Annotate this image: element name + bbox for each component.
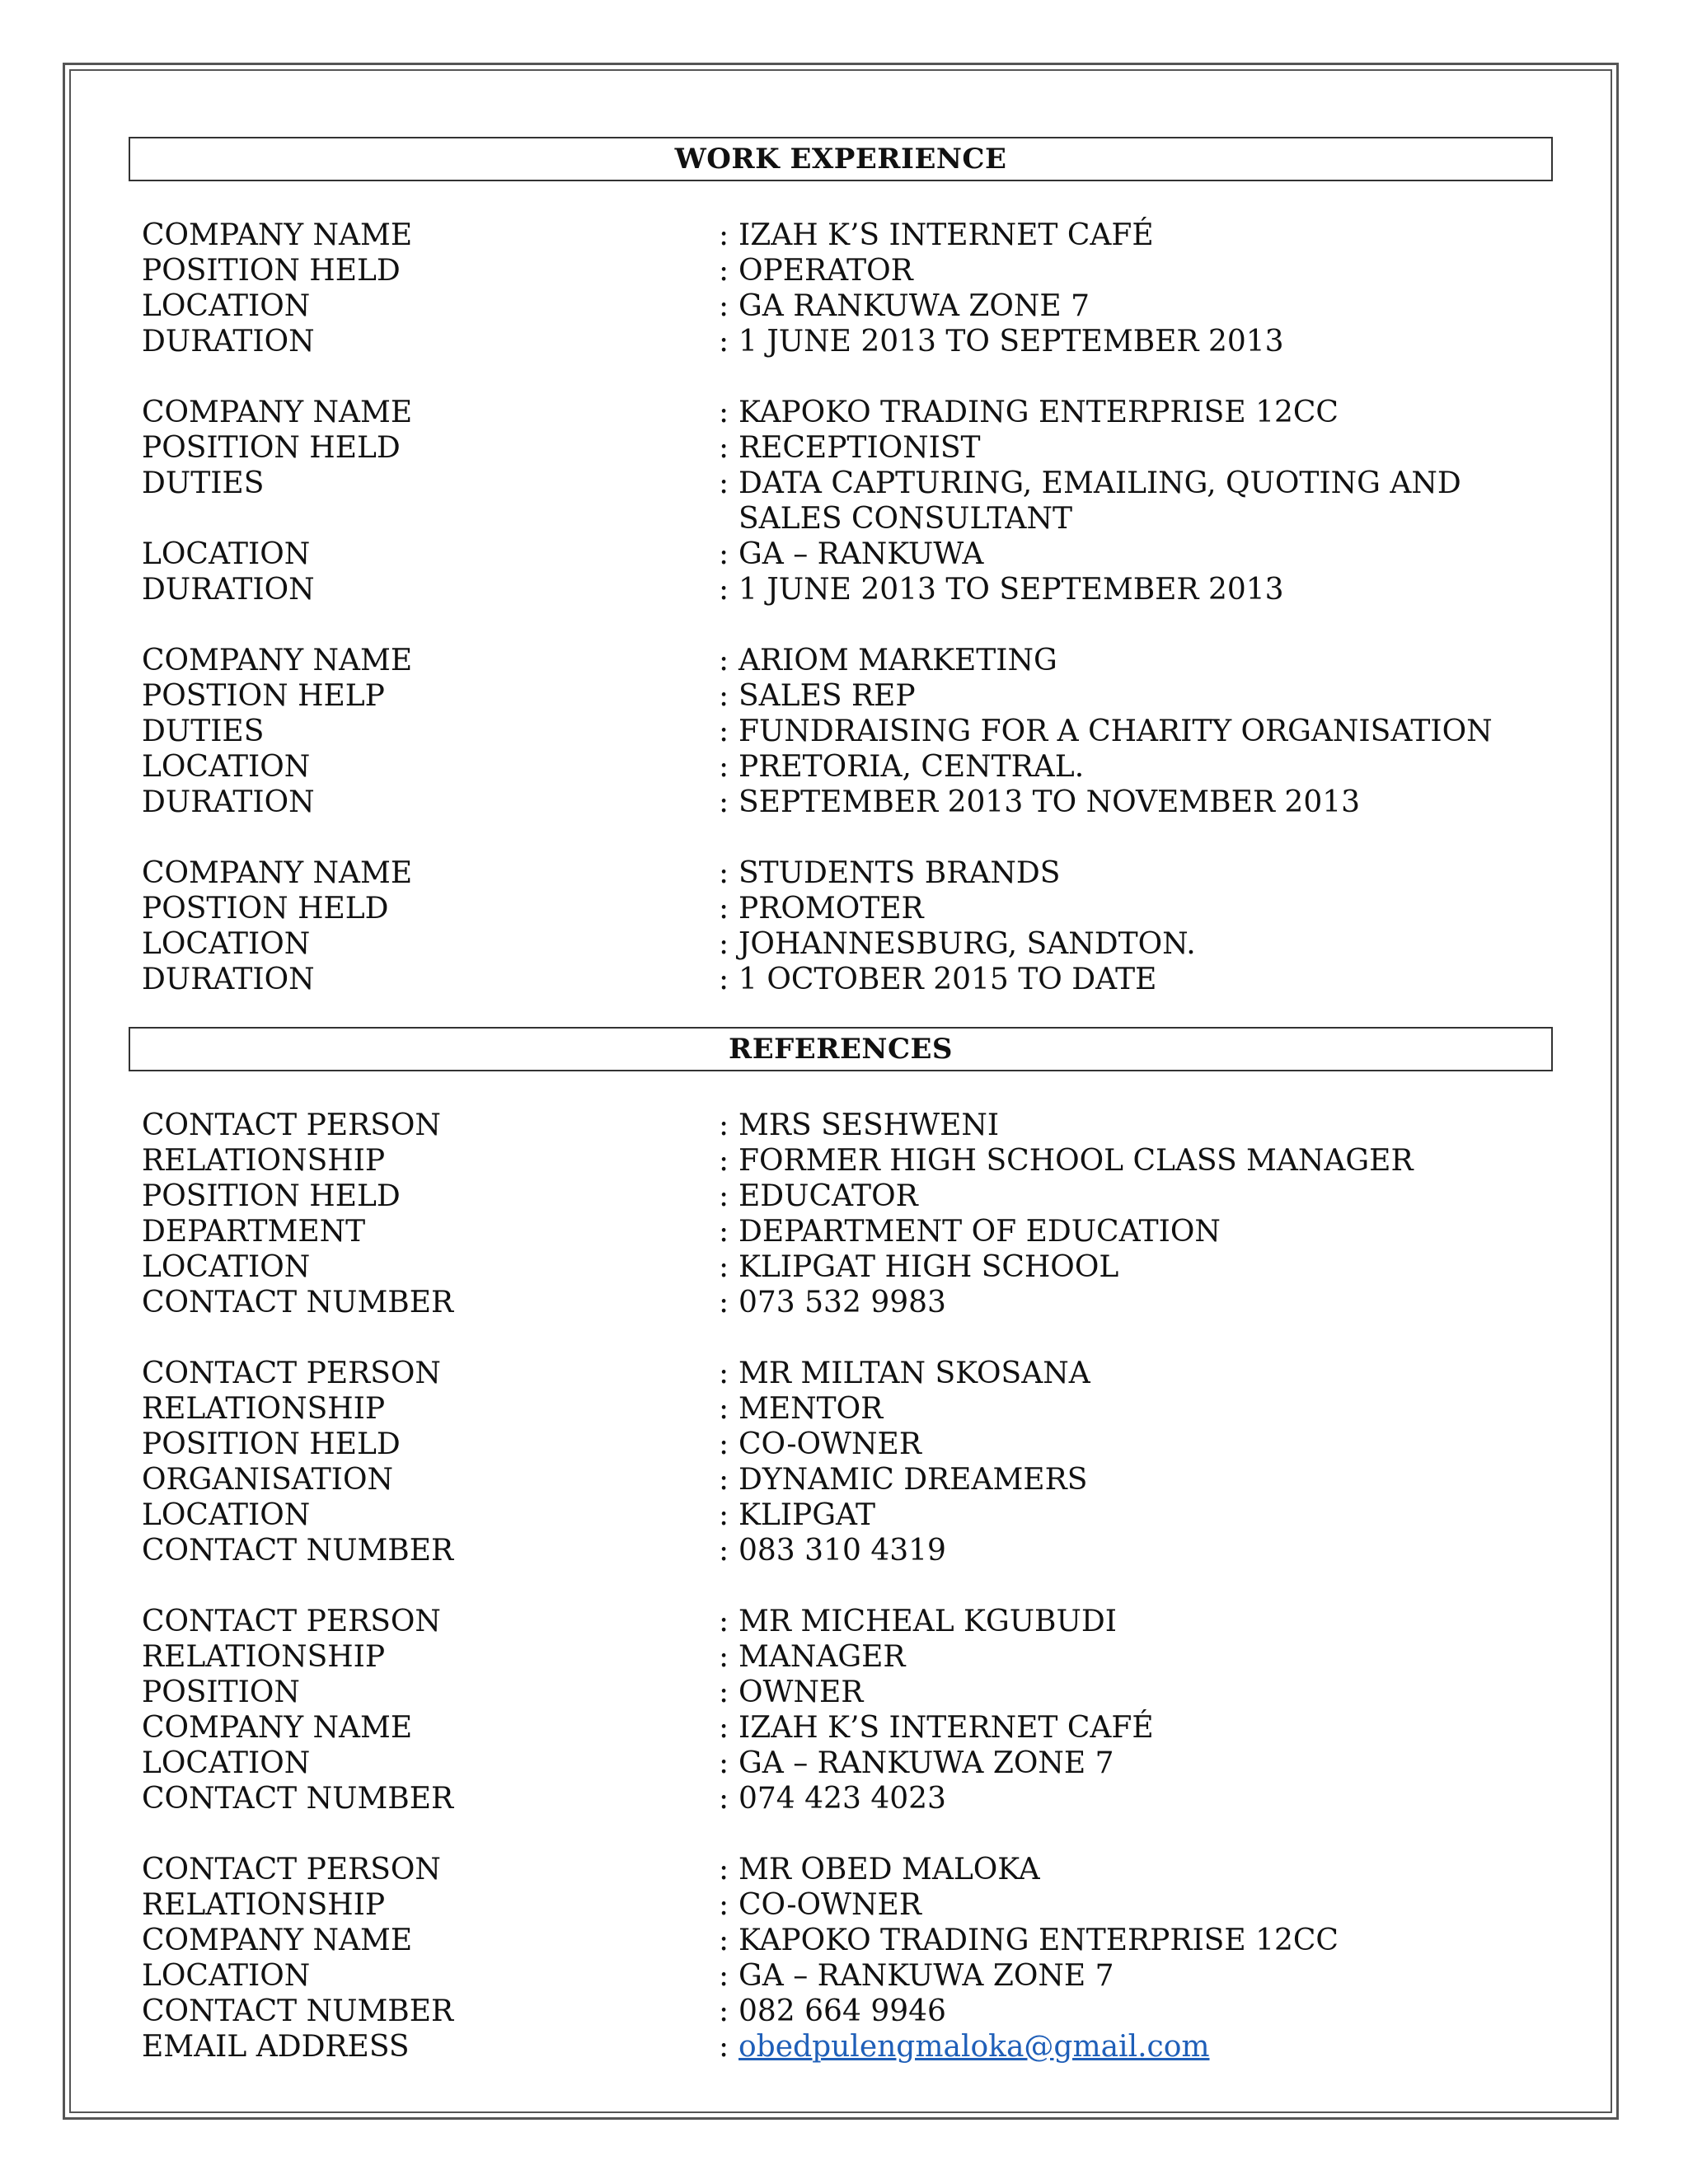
field-label: COMPANY NAME — [142, 1711, 413, 1745]
field-value: GA – RANKUWA ZONE 7 — [738, 1746, 1114, 1780]
field-row — [129, 1108, 1553, 1143]
field-value: MR OBED MALOKA — [738, 1853, 1040, 1886]
references-list — [129, 1071, 1553, 2064]
field-label: CONTACT PERSON — [142, 1108, 441, 1142]
field-separator: : — [719, 325, 729, 359]
field-label: DURATION — [142, 573, 315, 607]
field-row — [129, 1427, 1553, 1462]
field-row — [129, 1781, 1553, 1816]
field-separator: : — [719, 1605, 729, 1638]
field-value: FORMER HIGH SCHOOL CLASS MANAGER — [738, 1144, 1414, 1178]
email-field-value — [738, 2029, 1553, 2064]
field-row — [129, 926, 1553, 962]
field-row — [129, 572, 1553, 607]
field-separator: : — [719, 1711, 729, 1745]
field-value: GA – RANKUWA ZONE 7 — [738, 1959, 1114, 1993]
field-row — [129, 253, 1553, 288]
field-label: CONTACT NUMBER — [142, 1994, 454, 2028]
field-label: CONTACT NUMBER — [142, 1534, 454, 1568]
field-row — [129, 1356, 1553, 1391]
field-value: MR MILTAN SKOSANA — [738, 1357, 1090, 1390]
field-value: 074 423 4023 — [738, 1782, 946, 1816]
references-heading: REFERENCES — [129, 1027, 1553, 1071]
field-value: ARIOM MARKETING — [738, 644, 1057, 677]
field-separator: : — [719, 785, 729, 819]
work-entry — [129, 855, 1553, 997]
field-value: PROMOTER — [738, 892, 924, 926]
field-label: DURATION — [142, 785, 315, 819]
field-label: LOCATION — [142, 1746, 311, 1780]
field-row — [129, 1179, 1553, 1214]
field-value: STUDENTS BRANDS — [738, 856, 1061, 890]
field-label: RELATIONSHIP — [142, 1640, 386, 1674]
field-row — [129, 1497, 1553, 1533]
field-separator: : — [719, 856, 729, 890]
reference-entry — [129, 1356, 1553, 1568]
field-value: CO-OWNER — [738, 1427, 921, 1461]
field-separator: : — [719, 1392, 729, 1426]
field-separator: : — [719, 254, 729, 288]
field-row — [129, 1249, 1553, 1285]
field-separator: : — [719, 715, 729, 748]
field-row — [129, 1143, 1553, 1179]
field-separator: : — [719, 218, 729, 252]
field-separator: : — [719, 1357, 729, 1390]
field-value: FUNDRAISING FOR A CHARITY ORGANISATION — [738, 715, 1493, 748]
field-label: COMPANY NAME — [142, 1924, 413, 1957]
work-entry — [129, 395, 1553, 607]
field-label: COMPANY NAME — [142, 396, 413, 429]
field-row — [129, 1604, 1553, 1639]
field-row — [129, 395, 1553, 430]
field-row — [129, 714, 1553, 749]
field-row — [129, 785, 1553, 820]
field-separator: : — [719, 1463, 729, 1497]
field-label: LOCATION — [142, 537, 311, 571]
field-separator: : — [719, 963, 729, 996]
field-value: KAPOKO TRADING ENTERPRISE 12CC — [738, 396, 1339, 429]
reference-entry — [129, 1108, 1553, 1320]
field-separator: : — [719, 431, 729, 465]
field-separator: : — [719, 1108, 729, 1142]
reference-entry — [129, 1604, 1553, 1816]
field-label: DURATION — [142, 963, 315, 996]
field-value: 1 JUNE 2013 TO SEPTEMBER 2013 — [738, 325, 1284, 359]
field-label: CONTACT PERSON — [142, 1357, 441, 1390]
field-label: LOCATION — [142, 750, 311, 784]
field-separator: : — [719, 750, 729, 784]
field-label: LOCATION — [142, 289, 311, 323]
field-label: LOCATION — [142, 1959, 311, 1993]
field-label: POSTION HELP — [142, 679, 385, 713]
field-row — [129, 218, 1553, 253]
field-value: MRS SESHWENI — [738, 1108, 1000, 1142]
field-row — [129, 1462, 1553, 1497]
field-value: KLIPGAT HIGH SCHOOL — [738, 1250, 1119, 1284]
field-label: EMAIL ADDRESS — [142, 2030, 410, 2064]
field-label: POSITION HELD — [142, 254, 401, 288]
field-separator: : — [719, 1782, 729, 1816]
field-separator: : — [719, 1888, 729, 1922]
field-separator: : — [719, 1959, 729, 1993]
field-row — [129, 1214, 1553, 1249]
field-value: 1 JUNE 2013 TO SEPTEMBER 2013 — [738, 573, 1284, 607]
field-value: RECEPTIONIST — [738, 431, 981, 465]
field-value: PRETORIA, CENTRAL. — [738, 750, 1085, 784]
field-separator: : — [719, 1179, 729, 1213]
field-row — [129, 1639, 1553, 1675]
field-value: 1 OCTOBER 2015 TO DATE — [738, 963, 1157, 996]
field-separator: : — [719, 644, 729, 677]
field-separator: : — [719, 1746, 729, 1780]
field-value: SEPTEMBER 2013 TO NOVEMBER 2013 — [738, 785, 1361, 819]
work-entry — [129, 643, 1553, 820]
field-row — [129, 643, 1553, 678]
field-row — [129, 891, 1553, 926]
field-separator: : — [719, 679, 729, 713]
field-separator: : — [719, 1144, 729, 1178]
field-label: CONTACT PERSON — [142, 1605, 441, 1638]
work-experience-heading: WORK EXPERIENCE — [129, 137, 1553, 181]
field-separator: : — [719, 1250, 729, 1284]
field-label: LOCATION — [142, 1250, 311, 1284]
field-separator: : — [719, 1675, 729, 1709]
field-label: RELATIONSHIP — [142, 1144, 386, 1178]
field-label: CONTACT PERSON — [142, 1853, 441, 1886]
field-separator: : — [719, 537, 729, 571]
field-label: DURATION — [142, 325, 315, 359]
reference-entry — [129, 1852, 1553, 2064]
field-row — [129, 855, 1553, 891]
field-value: KLIPGAT — [738, 1498, 876, 1532]
field-value: 083 310 4319 — [738, 1534, 946, 1568]
field-label: ORGANISATION — [142, 1463, 394, 1497]
field-label: DEPARTMENT — [142, 1215, 366, 1249]
field-value: GA RANKUWA ZONE 7 — [738, 289, 1090, 323]
field-label: DUTIES — [142, 466, 265, 500]
field-label: LOCATION — [142, 1498, 311, 1532]
field-row — [129, 2029, 1553, 2064]
field-row — [129, 288, 1553, 324]
field-label: RELATIONSHIP — [142, 1392, 386, 1426]
field-label: POSTION HELD — [142, 892, 389, 926]
field-row — [129, 1391, 1553, 1427]
field-value: EDUCATOR — [738, 1179, 918, 1213]
field-value: DATA CAPTURING, EMAILING, QUOTING AND SALES CONSULTANT — [738, 466, 1461, 536]
field-label: RELATIONSHIP — [142, 1888, 386, 1922]
work-entry — [129, 218, 1553, 359]
field-label: DUTIES — [142, 715, 265, 748]
field-separator: : — [719, 573, 729, 607]
field-label: COMPANY NAME — [142, 218, 413, 252]
field-row — [129, 1923, 1553, 1958]
field-separator: : — [719, 1215, 729, 1249]
field-label: POSITION HELD — [142, 1179, 401, 1213]
field-label: POSITION — [142, 1675, 300, 1709]
field-separator: : — [719, 1534, 729, 1568]
field-value: CO-OWNER — [738, 1888, 921, 1922]
field-value: JOHANNESBURG, SANDTON. — [738, 927, 1196, 961]
field-separator: : — [719, 1994, 729, 2028]
field-separator: : — [719, 396, 729, 429]
field-row — [129, 1852, 1553, 1887]
field-separator: : — [719, 2030, 729, 2064]
field-separator: : — [719, 466, 729, 500]
field-separator: : — [719, 1924, 729, 1957]
field-separator: : — [719, 1427, 729, 1461]
field-value: 073 532 9983 — [738, 1286, 946, 1319]
field-row — [129, 1887, 1553, 1923]
field-row — [129, 962, 1553, 997]
field-row — [129, 1746, 1553, 1781]
field-label: LOCATION — [142, 927, 311, 961]
field-row — [129, 430, 1553, 466]
work-experience-list — [129, 181, 1553, 997]
field-row — [129, 466, 1553, 537]
field-row — [129, 1958, 1553, 1994]
field-label: POSITION HELD — [142, 431, 401, 465]
field-label: CONTACT NUMBER — [142, 1782, 454, 1816]
field-row — [129, 324, 1553, 359]
field-row — [129, 1285, 1553, 1320]
field-value: IZAH K’S INTERNET CAFÉ — [738, 1711, 1154, 1745]
field-label: COMPANY NAME — [142, 644, 413, 677]
cv-page-content — [129, 137, 1553, 2064]
field-label: POSITION HELD — [142, 1427, 401, 1461]
field-label: CONTACT NUMBER — [142, 1286, 454, 1319]
field-value: 082 664 9946 — [738, 1994, 946, 2028]
field-row — [129, 1710, 1553, 1746]
field-row — [129, 678, 1553, 714]
field-value: MR MICHEAL KGUBUDI — [738, 1605, 1117, 1638]
field-separator: : — [719, 1640, 729, 1674]
field-separator: : — [719, 1853, 729, 1886]
field-separator: : — [719, 892, 729, 926]
field-value: OWNER — [738, 1675, 864, 1709]
field-value: OPERATOR — [738, 254, 913, 288]
field-row — [129, 749, 1553, 785]
field-value: GA – RANKUWA — [738, 537, 984, 571]
field-value: SALES REP — [738, 679, 916, 713]
field-value: MANAGER — [738, 1640, 906, 1674]
field-value: DYNAMIC DREAMERS — [738, 1463, 1088, 1497]
field-row — [129, 537, 1553, 572]
field-value: MENTOR — [738, 1392, 884, 1426]
field-value: KAPOKO TRADING ENTERPRISE 12CC — [738, 1924, 1339, 1957]
field-row — [129, 1675, 1553, 1710]
field-separator: : — [719, 927, 729, 961]
field-value: IZAH K’S INTERNET CAFÉ — [738, 218, 1154, 252]
field-value: DEPARTMENT OF EDUCATION — [738, 1215, 1221, 1249]
field-separator: : — [719, 1498, 729, 1532]
field-row — [129, 1533, 1553, 1568]
email-link[interactable]: obedpulengmaloka@gmail.com — [738, 2030, 1210, 2064]
field-separator: : — [719, 289, 729, 323]
field-label: COMPANY NAME — [142, 856, 413, 890]
field-row — [129, 1994, 1553, 2029]
field-separator: : — [719, 1286, 729, 1319]
